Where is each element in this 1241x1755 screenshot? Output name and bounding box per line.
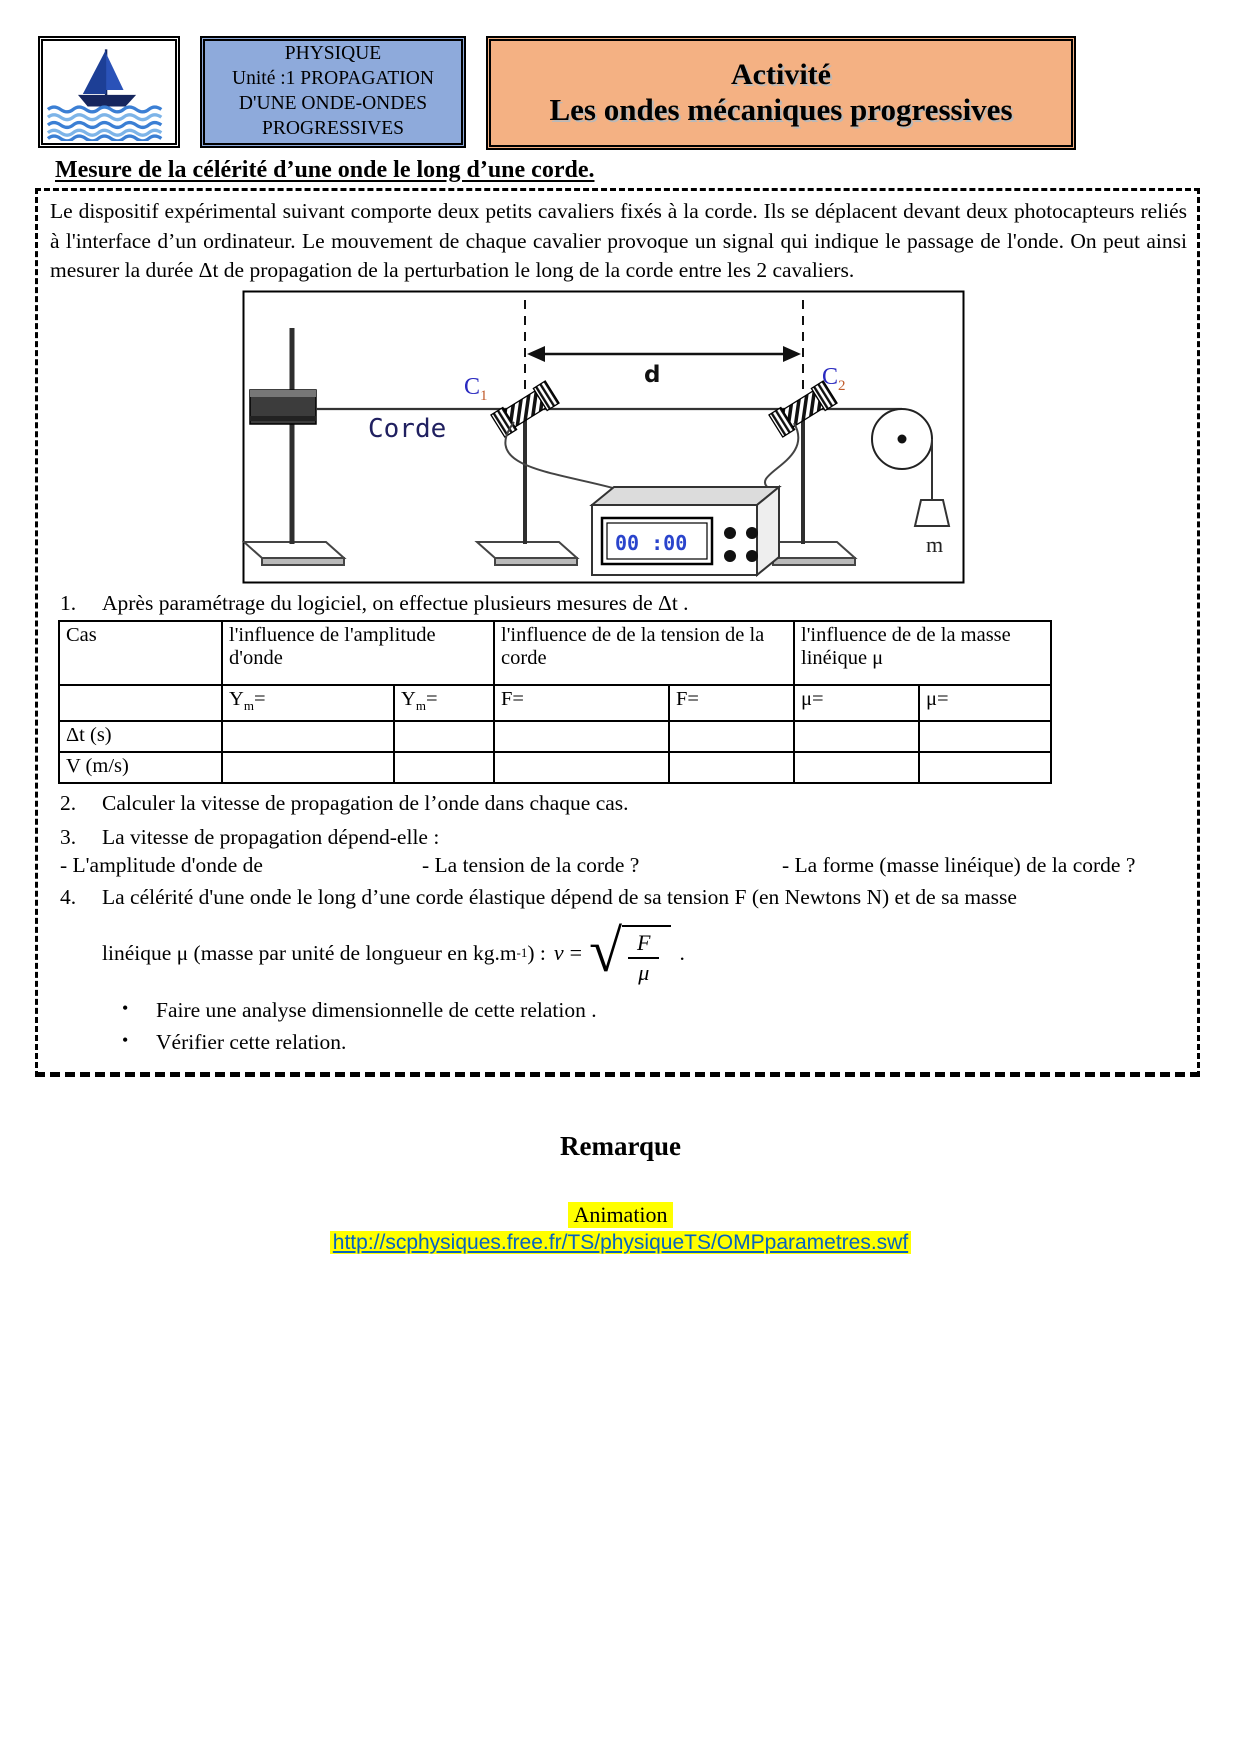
table-cell [669, 721, 794, 752]
header-cell-cas: Cas [59, 621, 222, 685]
row-label-dt: Δt (s) [59, 721, 222, 752]
task-bullet-list [122, 998, 1187, 1055]
radical [589, 920, 671, 986]
option-amplitude: - L'amplitude d'onde de [60, 853, 263, 878]
table-cell [919, 721, 1051, 752]
option-tension: - La tension de la corde ? [422, 853, 640, 878]
formula-v: v [553, 940, 564, 966]
pulley [872, 409, 932, 469]
table-cell [919, 752, 1051, 783]
unit-line-2: Unité :1 PROPAGATION [232, 68, 434, 90]
question-1-number: 1. [60, 590, 77, 615]
unit-title-box [200, 36, 466, 148]
bullet-2-text: Vérifier cette relation. [156, 1030, 347, 1055]
q4-end-period: . [679, 940, 685, 965]
bullet-1-text: Faire une analyse dimensionnelle de cette relation . [156, 998, 597, 1023]
mass-label: m [926, 531, 944, 557]
subheader-ym2: $Y_m=$ [394, 685, 494, 721]
c1-label: $C_1$ [464, 373, 488, 404]
boat-jib-sail [106, 53, 123, 90]
experiment-diagram [242, 290, 965, 584]
header-cell-amplitude: l'influence de l'amplitude d'onde [222, 621, 494, 685]
table-cell-empty [59, 685, 222, 721]
boat-main-sail [83, 49, 106, 94]
worksheet-dashed-box [35, 188, 1200, 1077]
table-row-v [59, 752, 1051, 783]
table-header-row [59, 621, 1051, 685]
table-cell [669, 752, 794, 783]
table-cell [394, 752, 494, 783]
hanging-mass [915, 500, 949, 526]
fraction-denominator: μ [638, 960, 650, 986]
table-cell [794, 752, 919, 783]
header-cell-masse: l'influence de de la masse linéique μ [794, 621, 1051, 685]
subheader-ym1: $Y_m=$ [222, 685, 394, 721]
animation-link-line [0, 1231, 1241, 1255]
table-cell [494, 752, 669, 783]
wave-lines [48, 107, 161, 141]
radical-sign-icon: √ [589, 918, 623, 985]
table-row-dt [59, 721, 1051, 752]
table-cell [794, 721, 919, 752]
experiment-diagram-svg [242, 290, 965, 584]
subheader-f2: F= [669, 685, 794, 721]
q4-text-pre: linéique μ (masse par unité de longueur en kg.m [102, 940, 517, 965]
corde-label: Corde [368, 413, 447, 444]
question-2-number: 2. [60, 791, 77, 816]
timer-box [592, 487, 779, 575]
bullet-icon: • [122, 998, 129, 1019]
activity-line-2: Les ondes mécaniques progressives [549, 92, 1013, 127]
section-title: Mesure de la célérité d’une onde le long d’une corde. [55, 157, 595, 183]
q4-exponent: -1 [516, 945, 528, 961]
school-logo-box [38, 36, 180, 148]
question-2-text: Calculer la vitesse de propagation de l’onde dans chaque cas. [102, 791, 629, 816]
unit-line-4: PROGRESSIVES [262, 117, 404, 139]
fraction-numerator: F [628, 930, 659, 959]
question-3-number: 3. [60, 824, 77, 849]
table-subheader-row [59, 685, 1051, 721]
unit-line-1: PHYSIQUE [284, 43, 382, 65]
bullet-item-2 [122, 1030, 1187, 1055]
question-4-number: 4. [60, 885, 77, 910]
formula-equals: = [569, 940, 583, 966]
activity-title-box [486, 36, 1076, 150]
subheader-mu2: μ= [919, 685, 1051, 721]
measurement-table [58, 620, 1052, 784]
unit-line-3: D'UNE ONDE-ONDES [238, 93, 428, 114]
subheader-mu1: μ= [794, 685, 919, 721]
bullet-icon: • [122, 1030, 129, 1051]
animation-link[interactable]: http://scphysiques.free.fr/TS/physiqueTS/OMPparametres.swf [330, 1231, 911, 1254]
question-1-text: Après paramétrage du logiciel, on effectue plusieurs mesures de Δt . [102, 590, 689, 615]
question-3-text: La vitesse de propagation dépend-elle : [102, 824, 440, 849]
remarque-title: Remarque [560, 1131, 681, 1162]
distance-label: d [644, 361, 661, 388]
question-4-continuation [102, 914, 1187, 992]
table-cell [394, 721, 494, 752]
question-1 [60, 589, 1187, 617]
header-cell-tension: l'influence de de la tension de la corde [494, 621, 794, 685]
bullet-item-1 [122, 998, 1187, 1023]
intro-paragraph: Le dispositif expérimental suivant comporte deux petits cavaliers fixés à la corde. Ils se déplacent devant deux photocapteurs reliés à l'interface d’un ordinateur. Le mouvement de chaque cavalier provoque un signal qui indique le passage de l'onde. On peut ainsi mesurer la durée Δt de propagation de la perturbation le long de la corde entre les 2 cavaliers. [50, 199, 1187, 283]
timer-display: 00 :00 [615, 530, 688, 555]
clamp-block [250, 390, 316, 424]
table-cell [222, 721, 394, 752]
boat-hull [78, 95, 136, 107]
velocity-formula [554, 920, 672, 986]
animation-label: Animation [568, 1202, 672, 1228]
question-4-text: La célérité d'une onde le long d’une corde élastique dépend de sa tension F (en Newtons N) et de sa masse [102, 885, 1017, 910]
header [0, 0, 1241, 150]
q4-text-mid: ) : [527, 940, 546, 965]
question-3-options [60, 853, 1187, 878]
question-4 [60, 883, 1187, 911]
sailboat-logo-icon [46, 43, 172, 141]
question-3 [60, 823, 1187, 851]
c2-label: $C_2$ [822, 363, 846, 394]
table-cell [222, 752, 394, 783]
table-cell [494, 721, 669, 752]
subheader-f1: F= [494, 685, 669, 721]
activity-line-1: Activité [731, 58, 831, 91]
radical-body [622, 925, 671, 986]
question-2 [60, 789, 1187, 817]
row-label-v: V (m/s) [59, 752, 222, 783]
option-forme: - La forme (masse linéique) de la corde ? [782, 853, 1136, 878]
